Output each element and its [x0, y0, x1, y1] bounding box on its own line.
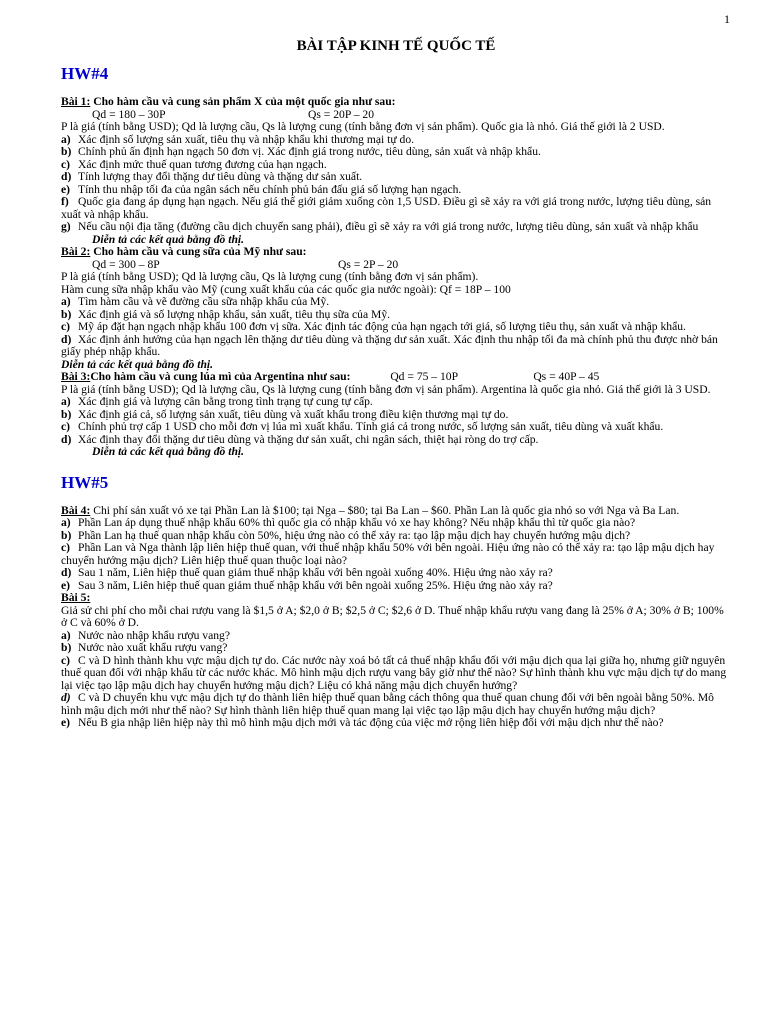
bai5-item-e: [61, 717, 731, 730]
page-title: BÀI TẬP KINH TẾ QUỐC TẾ: [296, 38, 496, 54]
bai4-items: [61, 517, 731, 592]
bai1-items: [61, 134, 731, 234]
item-text: Phần Lan hạ thuế quan nhập khẩu còn 50%, hiệu ứng nào có thể xảy ra: tạo lập mậu dịch hay chuyển hướng mậu dịch?: [78, 528, 631, 542]
bai1-item-f: [61, 196, 731, 221]
item-text: Sau 1 năm, Liên hiệp thuế quan giảm thuế nhập khẩu với bên ngoài xuống 40%. Hiệu ứng nào xảy ra?: [78, 566, 553, 579]
bai3-qs: Qs = 40P – 45: [533, 370, 600, 383]
item-label: c): [61, 541, 71, 554]
item-text: Xác định ảnh hưởng của hạn ngạch lên thặng dư tiêu dùng và thặng dư sản xuất. Xác định thu nhập tối đa mà chính phủ thu được nhờ bán giấy phép nhập khẩu.: [61, 332, 718, 358]
bai3-intro: Cho hàm cầu và cung lúa mì của Argentina như sau:: [90, 370, 351, 383]
bai4-label: Bài 4:: [61, 503, 91, 517]
item-text: Chính phủ trợ cấp 1 USD cho mỗi đơn vị lúa mì xuất khẩu. Tính giá cả trong nước, số lượng sản xuất, tiêu dùng và xuất khẩu.: [78, 420, 664, 433]
item-label: a): [61, 516, 71, 529]
bai2-qs: Qs = 2P – 20: [338, 257, 399, 271]
item-label: d): [61, 566, 72, 579]
item-text: C và D hình thành khu vực mậu dịch tự do. Các nước này xoá bỏ tất cả thuế nhập khẩu đối với mậu dịch qua lại giữa họ, nhưng giữ nguyên thuế quan đối với nhập khẩu từ các nước khác. Mô hình mậu dịch rượu vang bây giờ như thế nào? Sự hình thành khu vực mậu dịch tự do mang lại việc tạo lập mậu dịch hay chuyển hướng mậu dịch? Liệu có khả năng mậu dịch chuyển hướng?: [61, 653, 727, 692]
bai1-item-g: [61, 221, 731, 234]
item-text: Sau 3 năm, Liên hiệp thuế quan giảm thuế nhập khẩu với bên ngoài xuống 25%. Hiệu ứng nào xảy ra?: [78, 578, 553, 592]
bai5-item-d: [61, 692, 731, 717]
item-text: Xác định thay đổi thặng dư tiêu dùng và thặng dư sản xuất, chi ngân sách, thiệt hại ròng do trợ cấp.: [78, 432, 539, 446]
item-text: Xác định số lượng sản xuất, tiêu thụ và nhập khẩu khi thương mại tự do.: [78, 132, 415, 146]
bai5-label: Bài 5:: [61, 591, 91, 604]
item-label: g): [61, 220, 71, 233]
item-label: d): [61, 170, 72, 183]
bai3-p1: P là giá (tính bằng USD); Qd là lượng cầu, Qs là lượng cung (tính bằng đơn vị sản phẩm). Argentina là quốc gia nhỏ. Giá thế giới là 3 USD.: [61, 382, 711, 396]
bai1-qs: Qs = 20P – 20: [308, 107, 375, 121]
item-label: f): [61, 195, 69, 208]
item-text: Phần Lan và Nga thành lập liên hiệp thuế quan, với thuế nhập khẩu 50% với bên ngoài. Hiệu ứng nào có thể xảy ra: tạo lập mậu dịch hay chuyển hướng mậu dịch? Liên hiệp thuế quan thuộc loại nào?: [61, 541, 715, 567]
bai1-header: [61, 96, 731, 109]
item-label: a): [61, 295, 71, 308]
item-text: Xác định giá và số lượng nhập khẩu, sản xuất, tiêu thụ sữa của Mỹ.: [78, 307, 391, 321]
item-label: b): [61, 528, 72, 542]
item-label: c): [61, 420, 71, 433]
bai4-item-e: [61, 580, 731, 593]
bai2-qd: Qd = 300 – 8P: [92, 257, 160, 271]
bai2-label: Bài 2:: [61, 245, 91, 258]
bai3-header: [61, 371, 731, 384]
item-label: b): [61, 145, 72, 158]
item-label: a): [61, 628, 71, 642]
item-text: Phần Lan áp dụng thuế nhập khẩu 60% thì quốc gia có nhập khẩu vỏ xe hay không? Nếu nhập khẩu thì từ quốc gia nào?: [78, 516, 636, 529]
page-number: 1: [724, 12, 730, 26]
hw5-heading: HW#5: [61, 472, 109, 492]
bai2-items: [61, 296, 731, 359]
item-text: Xác định mức thuế quan tương đương của hạn ngạch.: [78, 157, 327, 171]
item-text: Mỹ áp đặt hạn ngạch nhập khẩu 100 đơn vị sữa. Xác định tác động của hạn ngạch tới giá, số lượng tiêu thụ, sản xuất và nhập khẩu.: [78, 320, 686, 333]
bai2-item-d: [61, 334, 731, 359]
item-label: b): [61, 641, 72, 654]
item-label: e): [61, 182, 71, 196]
hw4-heading: HW#4: [61, 64, 109, 83]
item-text: Nước nào nhập khẩu rượu vang?: [78, 628, 230, 642]
bai4-item-c: [61, 542, 731, 567]
item-text: Quốc gia đang áp dụng hạn ngạch. Nếu giá thế giới giảm xuống còn 1,5 USD. Điều gì sẽ xảy ra với giá trong nước, lượng tiêu dùng, sản xuất và nhập khẩu.: [61, 195, 712, 221]
bai2-p1: P là giá (tính bằng USD); Qd là lượng cầu, Qs là lượng cung (tính bằng đơn vị sản phẩm).: [61, 270, 479, 283]
item-label: c): [61, 653, 71, 667]
item-text: Tìm hàm cầu và vẽ đường cầu sữa nhập khẩu của Mỹ.: [78, 295, 330, 308]
item-text: C và D chuyển khu vực mậu dịch tự do thành liên hiệp thuế quan bằng cách thông qua thuế quan chung đối với bên ngoài bằng 50%. Mô hình mậu dịch mới như thế nào? Sự hình thành liên hiệp thuế quan mang lại việc tạo lập mậu dịch hay chuyển hướng mậu dịch?: [61, 691, 714, 717]
item-label: c): [61, 157, 71, 171]
bai3-qd: Qd = 75 – 10P: [390, 370, 459, 383]
item-text: Tính lượng thay đổi thặng dư tiêu dùng và thặng dư sản xuất.: [78, 170, 363, 183]
bai4-intro: Chi phí sản xuất vỏ xe tại Phần Lan là $100; tại Nga – $80; tại Ba Lan – $60. Phần Lan là quốc gia nhỏ so với Nga và Ba Lan.: [90, 503, 680, 517]
bai3-label: Bài 3:: [61, 370, 91, 383]
item-text: Tính thu nhập tối đa của ngân sách nếu chính phủ bán đấu giá số lượng hạn ngạch.: [78, 182, 462, 196]
item-label: b): [61, 307, 72, 321]
item-label: c): [61, 320, 71, 333]
item-text: Nước nào xuất khẩu rượu vang?: [78, 641, 228, 654]
bai3-items: [61, 396, 731, 446]
item-text: Xác định giá và lượng cân bằng trong tình trạng tự cung tự cấp.: [78, 395, 373, 408]
bai1-label: Bài 1:: [61, 95, 91, 108]
item-label: a): [61, 132, 71, 146]
bai1-p1: P là giá (tính bằng USD); Qd là lượng cầu, Qs là lượng cung (tính bằng đơn vị sản phẩm). Quốc gia là nhỏ. Giá thế giới là 2 USD.: [61, 120, 665, 133]
bai5-header: [61, 592, 731, 605]
bai1-note: Diễn tả các kết quả bằng đồ thị.: [92, 232, 245, 246]
item-label: b): [61, 407, 72, 421]
bai1-qd: Qd = 180 – 30P: [92, 107, 166, 121]
bai3-note: Diễn tả các kết quả bằng đồ thị.: [92, 445, 245, 458]
bai2-note: Diễn tả các kết quả bằng đồ thị.: [61, 357, 214, 371]
item-label: e): [61, 578, 71, 592]
item-label: a): [61, 395, 71, 408]
bai5-intro: Giả sử chi phí cho mỗi chai rượu vang là $1,5 ở A; $2,0 ở B; $2,5 ở C; $2,6 ở D. Thuế nhập khẩu rượu vang đang là 25% ở A; 30% ở B; 100% ở C và 60% ở D.: [61, 603, 724, 629]
bai2-p2: Hàm cung sữa nhập khẩu vào Mỹ (cung xuất khẩu của các quốc gia nước ngoài): Qf = 18P – 100: [61, 282, 511, 296]
item-text: Chính phủ ấn định hạn ngạch 50 đơn vị. Xác định giá trong nước, tiêu dùng, sản xuất và nhập khẩu.: [78, 145, 541, 158]
item-text: Xác định giá cả, số lượng sản xuất, tiêu dùng và xuất khẩu trong điều kiện thương mại tự do.: [78, 407, 509, 421]
bai5-items: [61, 630, 731, 730]
bai2-intro: Cho hàm cầu và cung sữa của Mỹ như sau:: [90, 245, 307, 258]
item-label: e): [61, 716, 71, 729]
item-text: Nếu B gia nhập liên hiệp này thì mô hình mậu dịch mới và tác động của việc mở rộng liên hiệp đối với mậu dịch như thế nào?: [78, 716, 664, 729]
bai1-intro: Cho hàm cầu và cung sản phẩm X của một quốc gia như sau:: [90, 95, 396, 108]
item-label: d): [61, 332, 72, 346]
item-label: d): [61, 432, 72, 446]
bai5-item-c: [61, 655, 731, 693]
item-text: Nếu cầu nội địa tăng (đường cầu dịch chuyển sang phải), điều gì sẽ xảy ra với giá trong nước, lượng tiêu dùng, sản xuất và nhập khẩu: [78, 220, 699, 233]
item-label: d): [61, 691, 71, 704]
document-page: [61, 0, 731, 730]
